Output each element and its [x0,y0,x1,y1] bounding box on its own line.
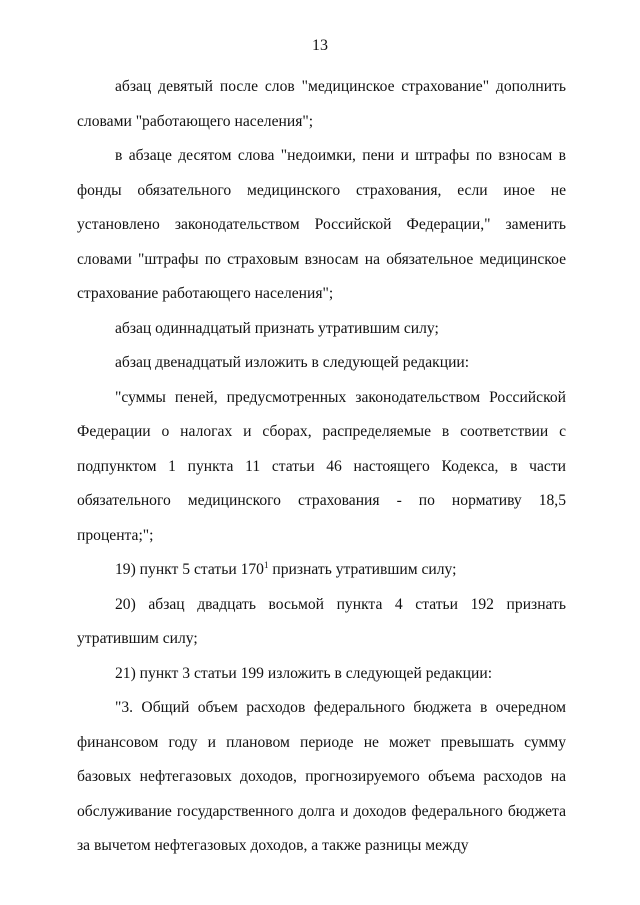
paragraph: "3. Общий объем расходов федерального бюджета в очередном финансовом году и плановом периоде не может превышать сумму базовых нефтегазовых доходов, прогнозируемого объема расходов на обслуживание государственного долга и доходов федерального бюджета за вычетом нефтегазовых доходов, а также разницы между [77,699,566,854]
paragraph-item-19 [77,553,566,588]
paragraph: абзац двенадцатый изложить в следующей редакции: [115,354,470,371]
item-19-text-end: признать утратившим силу; [268,561,457,578]
paragraph: "суммы пеней, предусмотренных законодательством Российской Федерации о налогах и сборах, распределяемые в соответствии с подпунктом 1 пункта 11 статьи 46 настоящего Кодекса, в части обязательного медицинского страхования - по нормативу 18,5 процента;"; [77,388,566,544]
paragraph: 20) абзац двадцать восьмой пункта 4 статьи 192 признать утратившим силу; [77,595,566,647]
paragraph: 21) пункт 3 статьи 199 изложить в следующей редакции: [115,664,493,682]
page-number: 13 [312,37,328,54]
paragraph: абзац одиннадцатый признать утратившим силу; [115,319,439,337]
paragraph: абзац девятый после слов "медицинское страхование" дополнить словами "работающего населения"; [77,78,566,130]
item-19-text: 19) пункт 5 статьи 170 [115,561,264,578]
item-19-superscript: 1 [263,559,269,570]
document-body [77,70,566,864]
paragraph: в абзаце десятом слова "недоимки, пени и штрафы по взносам в фонды обязательного медицинского страхования, если иное не установлено законодательством Российской Федерации," заменить словами "штрафы по страховым взносам на обязательное медицинское страхование работающего населения"; [77,147,566,302]
